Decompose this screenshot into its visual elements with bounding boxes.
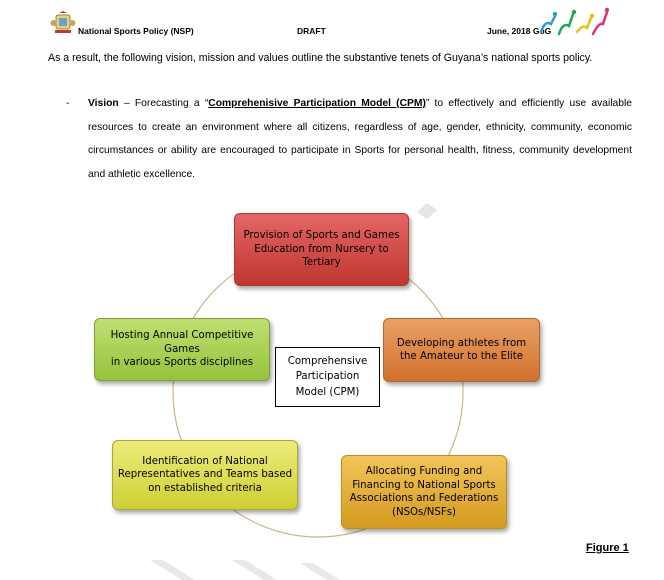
center-cpm-box: Comprehensive Participation Model (CPM) bbox=[275, 347, 380, 407]
box-sports-education: Provision of Sports and Games Education from Nursery to Tertiary bbox=[234, 213, 409, 286]
bullet-dash: - bbox=[66, 98, 70, 109]
vision-label: Vision bbox=[88, 98, 119, 109]
header-title: National Sports Policy (NSP) bbox=[78, 26, 194, 36]
page-header bbox=[0, 0, 664, 44]
box-national-representatives: Identification of National Representatives and Teams based on established criteria bbox=[112, 440, 298, 510]
vision-text-before: – Forecasting a “ bbox=[118, 98, 209, 109]
vision-text-after: ” to effectively and efficiently use available resources to create an environment where all citizens, regardless of age, gender, ethnicity, community, economic circumstances or ability are encouraged to participate in Sports for personal health, fitness, community development and athletic excellence. bbox=[88, 98, 632, 180]
figure-label: Figure 1 bbox=[586, 542, 629, 554]
vision-paragraph bbox=[88, 92, 632, 186]
coat-of-arms-icon bbox=[50, 10, 76, 36]
intro-paragraph: As a result, the following vision, mission and values outline the substantive tenets of Guyana’s national sports policy. bbox=[48, 52, 593, 64]
box-hosting-games: Hosting Annual Competitive Games in various Sports disciplines bbox=[94, 318, 270, 381]
vision-model-name: Comprehenisive Participation Model (CPM) bbox=[208, 98, 426, 109]
sports-figures-logo-icon bbox=[537, 6, 609, 38]
header-draft-label: DRAFT bbox=[297, 26, 326, 36]
header-date: June, 2018 GoG bbox=[487, 26, 552, 36]
box-allocating-funding: Allocating Funding and Financing to National Sports Associations and Federations (NSOs/NSFs) bbox=[341, 455, 507, 529]
box-developing-athletes: Developing athletes from the Amateur to the Elite bbox=[383, 318, 540, 382]
